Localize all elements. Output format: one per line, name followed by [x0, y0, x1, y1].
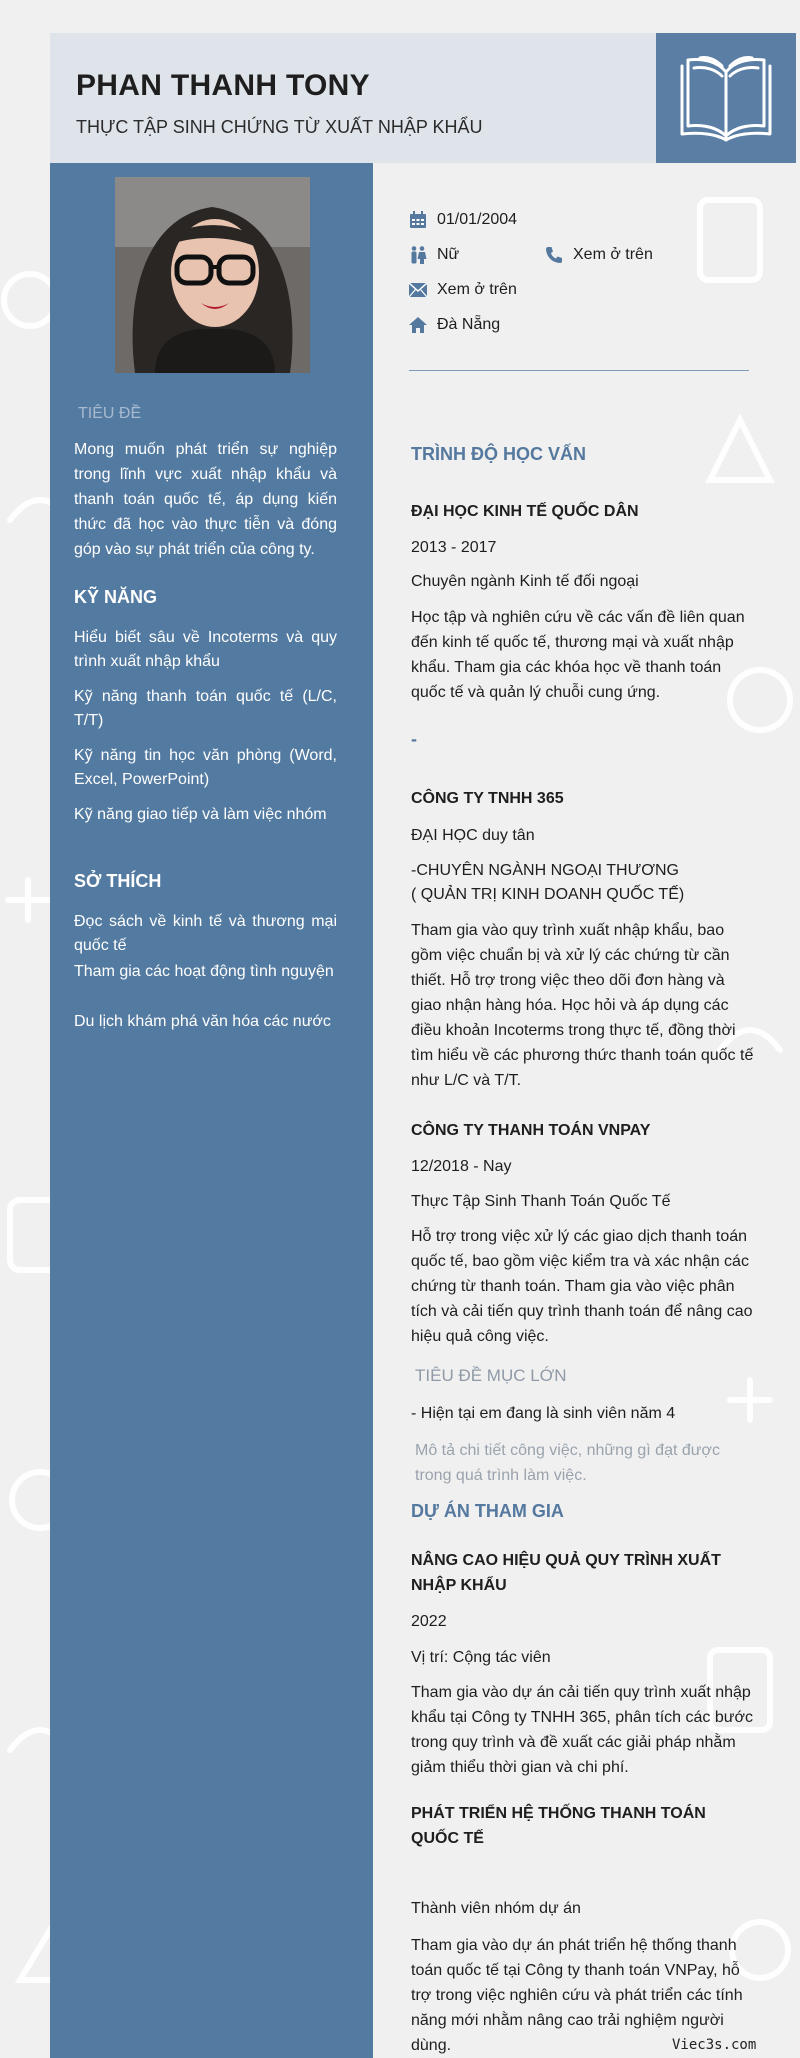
job2-position: Thực Tập Sinh Thanh Toán Quốc Tế: [411, 1193, 671, 1210]
project1-year: 2022: [411, 1613, 447, 1630]
job1-major-line1: -CHUYÊN NGÀNH NGOẠI THƯƠNG: [411, 862, 679, 879]
education-description: Học tập và nghiên cứu về các vấn đề liên quan đến kinh tế quốc tế, thương mại và xuất nhập khẩu. Tham gia các khóa học về thanh toán quốc tế và quản lý chuỗi cung ứng.: [411, 609, 745, 701]
gender-value: Nữ: [437, 246, 460, 263]
open-book-icon: [678, 52, 774, 144]
job2-period: 12/2018 - Nay: [411, 1158, 512, 1175]
projects-heading: DỰ ÁN THAM GIA: [411, 1501, 564, 1521]
contact-divider: [409, 370, 749, 371]
hobby-item: Tham gia các hoạt động tình nguyện: [74, 963, 334, 980]
job2-description: Hỗ trợ trong việc xử lý các giao dịch thanh toán quốc tế, bao gồm việc kiểm tra và xác nhận các chứng từ thanh toán. Tham gia vào việc phân tích và cải tiến quy trình thanh toán để nâng cao hiệu quả công việc.: [411, 1228, 753, 1345]
student-note: - Hiện tại em đang là sinh viên năm 4: [411, 1405, 676, 1422]
placeholder-heading: TIÊU ĐỀ MỤC LỚN: [415, 1366, 567, 1385]
skill-item: Kỹ năng thanh toán quốc tế (L/C, T/T): [74, 688, 337, 729]
site-watermark: Viec3s.com: [672, 2037, 757, 2053]
placeholder-description: Mô tả chi tiết công việc, những gì đạt được trong quá trình làm việc.: [415, 1442, 720, 1484]
hobby-item: Du lịch khám phá văn hóa các nước: [74, 1013, 331, 1030]
job2-company: CÔNG TY THANH TOÁN VNPAY: [411, 1122, 651, 1139]
project2-description: Tham gia vào dự án phát triển hệ thống thanh toán quốc tế tại Công ty thanh toán VNPay, hỗ trợ trong việc nghiên cứu và phát triển các tính năng mới nhằm nâng cao trải nghiệm người dùng.: [411, 1937, 743, 2054]
phone-value: Xem ở trên: [573, 246, 653, 263]
contact-gender: [409, 246, 459, 264]
birthday-value: 01/01/2004: [437, 211, 518, 228]
resume-page: [50, 33, 796, 2058]
envelope-icon: [409, 283, 427, 297]
skill-item: Kỹ năng giao tiếp và làm việc nhóm: [74, 806, 327, 823]
avatar: [115, 177, 310, 373]
phone-icon: [545, 246, 563, 264]
education-school: ĐẠI HỌC KINH TẾ QUỐC DÂN: [411, 503, 639, 520]
skills-heading: KỸ NĂNG: [74, 587, 158, 607]
calendar-icon: [409, 211, 427, 229]
hobby-item: Đọc sách về kinh tế và thương mại quốc tế: [74, 913, 337, 954]
project1-description: Tham gia vào dự án cải tiến quy trình xuất nhập khẩu tại Công ty TNHH 365, phân tích các bước trong quy trình và đề xuất các giải pháp nhằm giảm thiểu thời gian và chi phí.: [411, 1684, 753, 1776]
hobbies-heading: SỞ THÍCH: [74, 871, 162, 891]
skill-item: Hiểu biết sâu về Incoterms và quy trình xuất nhập khẩu: [74, 629, 337, 670]
header-icon-box: [656, 33, 796, 163]
contact-phone: [545, 246, 653, 264]
job-title: THỰC TẬP SINH CHỨNG TỪ XUẤT NHẬP KHẨU: [76, 117, 483, 137]
sidebar: [50, 163, 373, 2058]
objective-text: Mong muốn phát triển sự nghiệp trong lĩnh vực xuất nhập khẩu và thanh toán quốc tế, áp dụng kiến thức đã học vào thực tiễn và đóng góp vào sự phát triển của công ty.: [74, 441, 337, 558]
contact-birthday: [409, 211, 517, 229]
job1-school: ĐẠI HỌC duy tân: [411, 827, 535, 844]
project1-title: NÂNG CAO HIỆU QUẢ QUY TRÌNH XUẤT NHẬP KHẨU: [411, 1552, 721, 1594]
main-column: [373, 163, 796, 2058]
education-years: 2013 - 2017: [411, 539, 497, 556]
home-icon: [409, 317, 427, 333]
education-major: Chuyên ngành Kinh tế đối ngoại: [411, 573, 639, 590]
job1-major-line2: ( QUẢN TRỊ KINH DOANH QUỐC TẾ): [411, 886, 685, 903]
job1-description: Tham gia vào quy trình xuất nhập khẩu, bao gồm việc chuẩn bị và xử lý các chứng từ cần thiết. Hỗ trợ trong việc theo dõi đơn hàng và giao nhận hàng hóa. Học hỏi và áp dụng các điều khoản Incoterms trong thực tế, đồng thời tìm hiểu về các phương thức thanh toán quốc tế như L/C và T/T.: [411, 922, 754, 1089]
skill-item: Kỹ năng tin học văn phòng (Word, Excel, PowerPoint): [74, 747, 337, 788]
resume-header: [50, 33, 796, 163]
email-value: Xem ở trên: [437, 281, 517, 298]
education-dash: -: [411, 729, 417, 749]
project2-role: Thành viên nhóm dự án: [411, 1900, 581, 1917]
project2-title: PHÁT TRIỂN HỆ THỐNG THANH TOÁN QUỐC TẾ: [411, 1805, 706, 1847]
contact-address: [409, 316, 500, 334]
gender-icon: [409, 246, 427, 264]
project1-role: Vị trí: Cộng tác viên: [411, 1649, 551, 1666]
address-value: Đà Nẵng: [437, 316, 501, 333]
contact-email: [409, 281, 517, 299]
candidate-name: PHAN THANH TONY: [76, 69, 370, 102]
education-heading: TRÌNH ĐỘ HỌC VẤN: [411, 444, 586, 464]
objective-heading: TIÊU ĐỀ: [78, 405, 142, 422]
job1-company: CÔNG TY TNHH 365: [411, 790, 564, 807]
